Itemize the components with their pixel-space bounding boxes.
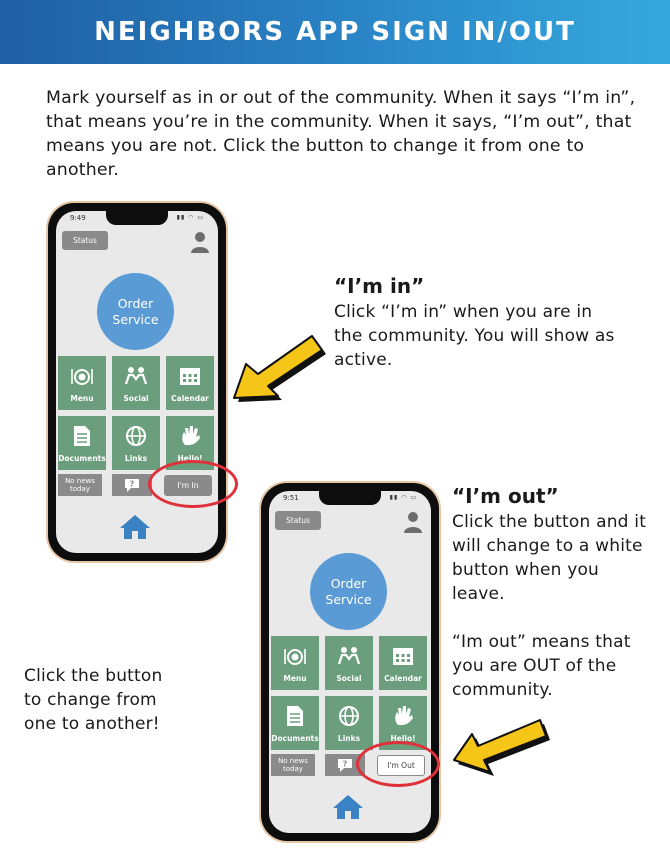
people-icon bbox=[337, 646, 361, 666]
tile-social[interactable] bbox=[112, 356, 160, 410]
dinner-plate-icon bbox=[70, 366, 94, 386]
order-label-line2: Service bbox=[325, 591, 372, 607]
intro-text: Mark yourself as in or out of the community. When it says “I’m in”, that means you’re in the community. When it says, “I’m out”, that means you are not. Click the button to change it from one to another. bbox=[46, 88, 636, 180]
no-news-indicator bbox=[271, 754, 315, 776]
globe-icon bbox=[125, 425, 147, 447]
document-icon bbox=[286, 705, 304, 727]
tile-label: Links bbox=[124, 454, 148, 463]
tile-label: Social bbox=[336, 674, 362, 683]
im-in-heading: “I’m in” bbox=[334, 274, 425, 298]
tile-label: Documents bbox=[58, 454, 106, 463]
signal-wifi-battery-icon: ▮▮ ◠ ▭ bbox=[176, 214, 204, 221]
tile-label: Documents bbox=[271, 734, 319, 743]
news-line2: today bbox=[70, 485, 90, 493]
signal-wifi-battery-icon: ▮▮ ◠ ▭ bbox=[389, 494, 417, 501]
people-icon bbox=[124, 366, 148, 386]
clock-text: 9:51 bbox=[283, 494, 299, 502]
calendar-icon bbox=[179, 366, 201, 386]
tile-calendar[interactable] bbox=[166, 356, 214, 410]
highlight-ellipse-in bbox=[148, 460, 238, 508]
tile-label: Hello! bbox=[390, 734, 416, 743]
page-title: NEIGHBORS APP SIGN IN/OUT bbox=[94, 17, 576, 47]
im-out-description: Click the button and it will change to a white button when you leave. bbox=[452, 512, 647, 604]
highlight-ellipse-out bbox=[356, 741, 440, 787]
left-caption: Click the button to change from one to another! bbox=[24, 666, 163, 734]
phone-notch bbox=[106, 211, 168, 225]
home-icon[interactable] bbox=[331, 794, 365, 820]
tile-links[interactable] bbox=[112, 416, 160, 470]
question-chat-icon bbox=[123, 477, 141, 493]
tile-documents[interactable] bbox=[58, 416, 106, 470]
help-button[interactable] bbox=[112, 474, 152, 496]
question-chat-icon bbox=[336, 757, 354, 773]
tile-label: Links bbox=[337, 734, 361, 743]
tile-label: Menu bbox=[283, 674, 307, 683]
tile-documents[interactable] bbox=[271, 696, 319, 750]
tile-label: Menu bbox=[70, 394, 94, 403]
news-line1: No news bbox=[278, 757, 308, 765]
order-service-button[interactable] bbox=[97, 273, 174, 350]
news-line2: today bbox=[283, 765, 303, 773]
calendar-icon bbox=[392, 646, 414, 666]
im-in-toggle-button[interactable]: I'm In bbox=[164, 475, 212, 496]
tile-menu[interactable] bbox=[271, 636, 319, 690]
tile-social[interactable] bbox=[325, 636, 373, 690]
title-banner bbox=[0, 0, 670, 64]
tile-label: Hello! bbox=[177, 454, 203, 463]
im-out-heading: “I’m out” bbox=[452, 484, 559, 508]
status-button[interactable]: Status bbox=[275, 511, 321, 530]
yellow-arrow-icon bbox=[452, 718, 556, 788]
tile-calendar[interactable] bbox=[379, 636, 427, 690]
phone-mockup-out bbox=[261, 483, 439, 841]
no-news-indicator bbox=[58, 474, 102, 496]
im-out-meaning: “Im out” means that you are OUT of the community. bbox=[452, 632, 631, 700]
tile-label: Calendar bbox=[171, 394, 209, 403]
user-avatar-icon[interactable] bbox=[403, 511, 423, 533]
user-avatar-icon[interactable] bbox=[190, 231, 210, 253]
waving-hand-icon bbox=[392, 705, 414, 727]
waving-hand-icon bbox=[179, 425, 201, 447]
order-label-line2: Service bbox=[112, 311, 159, 327]
globe-icon bbox=[338, 705, 360, 727]
tile-label: Social bbox=[123, 394, 149, 403]
tile-links[interactable] bbox=[325, 696, 373, 750]
im-out-toggle-button[interactable]: I'm Out bbox=[377, 755, 425, 776]
order-label-line1: Order bbox=[117, 295, 154, 311]
svg-text:?: ? bbox=[342, 759, 348, 769]
yellow-arrow-icon bbox=[232, 334, 332, 416]
svg-text:?: ? bbox=[129, 479, 135, 489]
order-service-button[interactable] bbox=[310, 553, 387, 630]
order-label-line1: Order bbox=[330, 575, 367, 591]
tile-menu[interactable] bbox=[58, 356, 106, 410]
document-icon bbox=[73, 425, 91, 447]
clock-text: 9:49 bbox=[70, 214, 86, 222]
im-in-description: Click “I’m in” when you are in the community. You will show as active. bbox=[334, 302, 615, 370]
dinner-plate-icon bbox=[283, 646, 307, 666]
home-icon[interactable] bbox=[118, 514, 152, 540]
tile-label: Calendar bbox=[384, 674, 422, 683]
status-button[interactable]: Status bbox=[62, 231, 108, 250]
phone-notch bbox=[319, 491, 381, 505]
news-line1: No news bbox=[65, 477, 95, 485]
